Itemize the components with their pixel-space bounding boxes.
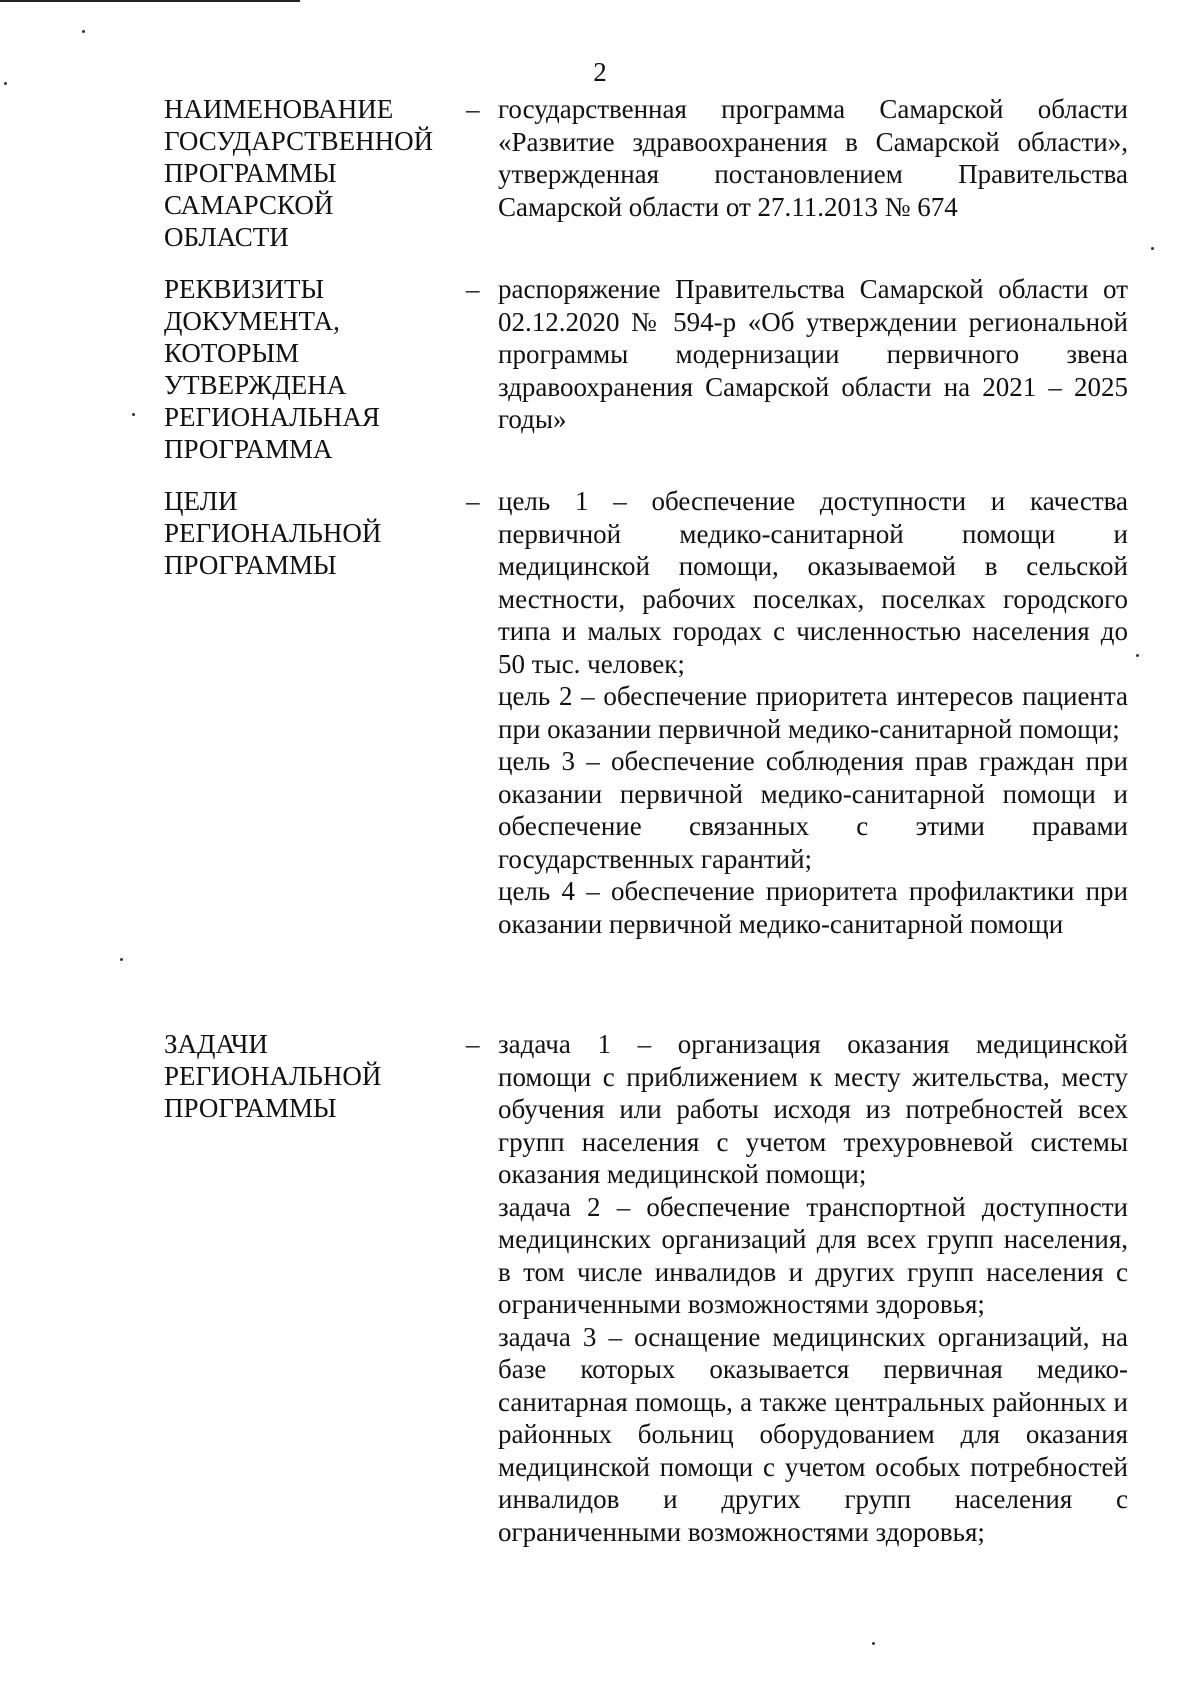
scan-speck <box>132 413 135 416</box>
paragraph-task-3: задача 3 – оснащение медицинских организаций, на базе которых оказывается первичная медико-санитарная помощь, а также центральных районных и районных больниц оборудованием для оказания медицинской помощи с учетом особых потребностей инвалидов и других групп населения с ограниченными возможностями здоровья; <box>498 1321 1128 1547</box>
label-line: КОТОРЫМ <box>164 338 300 368</box>
paragraph-goal-3: цель 3 – обеспечение соблюдения прав граждан при оказании первичной медико-санитарной помощи и обеспечение связанных с этими правами государственных гарантий; <box>498 746 1128 874</box>
label-line: РЕГИОНАЛЬНАЯ <box>164 402 380 432</box>
section-label <box>164 1028 454 1124</box>
label-line: ЗАДАЧИ <box>164 1029 268 1059</box>
label-line: РЕГИОНАЛЬНОЙ <box>164 1061 382 1091</box>
label-line: НАИМЕНОВАНИЕ <box>164 94 394 124</box>
section-content <box>498 485 1128 940</box>
paragraph: государственная программа Самарской области «Развитие здравоохранения в Самарской области», утвержденная постановлением Правительства Самарской области от 27.11.2013 № 674 <box>498 94 1128 222</box>
label-line: ГОСУДАРСТВЕННОЙ <box>164 126 434 156</box>
label-line: РЕКВИЗИТЫ <box>164 274 325 304</box>
scan-speck <box>1136 654 1139 657</box>
paragraph-goal-1: цель 1 – обеспечение доступности и качества первичной медико-санитарной помощи и медицинской помощи, оказываемой в сельской местности, рабочих поселках, поселках городского типа и малых городах с численностью населения до 50 тыс. человек; <box>498 486 1128 679</box>
paragraph-task-2: задача 2 – обеспечение транспортной доступности медицинских организаций для всех групп населения, в том числе инвалидов и других групп населения с ограниченными возможностями здоровья; <box>498 1191 1128 1319</box>
label-line: ОБЛАСТИ <box>164 222 289 252</box>
label-line: ДОКУМЕНТА, <box>164 306 340 336</box>
section-dash: – <box>466 94 480 124</box>
section-dash: – <box>466 486 480 516</box>
label-line: УТВЕРЖДЕНА <box>164 370 347 400</box>
page-number: 2 <box>593 57 607 87</box>
paragraph-task-1: задача 1 – организация оказания медицинской помощи с приближением к месту жительства, месту обучения или работы исходя из потребностей всех групп населения с учетом трехуровневой системы оказания медицинской помощи; <box>498 1029 1128 1189</box>
section-dash: – <box>466 274 480 304</box>
scan-speck <box>1151 247 1154 250</box>
section-label <box>164 273 454 465</box>
label-line: ПРОГРАММЫ <box>164 550 337 580</box>
label-line: ПРОГРАММЫ <box>164 1093 337 1123</box>
label-line: ПРОГРАММА <box>164 434 333 464</box>
paragraph: распоряжение Правительства Самарской области от 02.12.2020 № 594-р «Об утверждении региональной программы модернизации первичного звена здравоохранения Самарской области на 2021 – 2025 годы» <box>498 274 1128 434</box>
top-border-line <box>0 0 300 2</box>
section-content <box>498 273 1128 436</box>
label-line: САМАРСКОЙ <box>164 190 334 220</box>
section-content <box>498 93 1128 223</box>
section-dash: – <box>466 1029 480 1059</box>
section-label <box>164 93 454 253</box>
label-line: РЕГИОНАЛЬНОЙ <box>164 518 382 548</box>
label-line: ПРОГРАММЫ <box>164 158 337 188</box>
scan-speck <box>872 1642 875 1645</box>
scan-speck <box>82 30 85 33</box>
paragraph-goal-2: цель 2 – обеспечение приоритета интересов пациента при оказании первичной медико-санитарной помощи; <box>498 681 1128 744</box>
paragraph-goal-4: цель 4 – обеспечение приоритета профилактики при оказании первичной медико-санитарной помощи <box>498 876 1128 939</box>
label-line: ЦЕЛИ <box>164 486 238 516</box>
section-label <box>164 485 454 581</box>
scan-speck <box>4 82 7 85</box>
scan-speck <box>120 958 123 961</box>
section-content <box>498 1028 1128 1548</box>
